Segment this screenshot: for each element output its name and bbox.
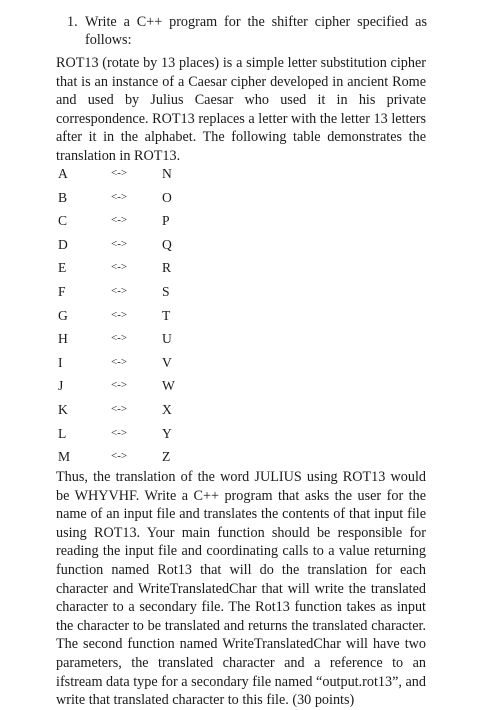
mapping-arrow: <->	[111, 261, 128, 274]
cipher-letter: W	[162, 378, 175, 394]
mapping-arrow: <->	[111, 190, 128, 203]
cipher-letter: T	[162, 307, 171, 323]
cipher-letter: S	[162, 284, 170, 299]
table-row	[56, 213, 196, 231]
cipher-letter: V	[162, 354, 172, 370]
table-row	[56, 355, 196, 373]
cipher-letter: Y	[162, 425, 172, 441]
question-title: Write a C++ program for the shifter cipher specified as follows:	[85, 14, 427, 48]
mapping-arrow: <->	[111, 450, 128, 463]
table-row	[56, 378, 196, 396]
table-row	[56, 284, 196, 302]
plain-letter: G	[58, 307, 68, 323]
table-row	[56, 426, 196, 444]
plain-letter: J	[58, 378, 64, 394]
mapping-arrow: <->	[111, 237, 128, 250]
table-row	[56, 449, 196, 467]
cipher-letter: U	[162, 331, 172, 347]
plain-letter: F	[58, 284, 66, 299]
plain-letter: M	[58, 449, 71, 465]
mapping-arrow: <->	[111, 214, 128, 227]
table-row	[56, 166, 196, 184]
plain-letter: K	[58, 402, 68, 417]
plain-letter: E	[58, 260, 67, 276]
table-row	[56, 331, 196, 349]
cipher-letter: O	[162, 189, 172, 205]
table-row	[56, 237, 196, 255]
question-heading	[67, 13, 427, 49]
plain-letter: A	[58, 166, 68, 181]
mapping-arrow: <->	[111, 355, 128, 368]
cipher-letter: X	[162, 402, 172, 417]
cipher-letter: Q	[162, 236, 172, 252]
mapping-arrow: <->	[111, 379, 128, 392]
cipher-letter: N	[162, 166, 172, 181]
intro-paragraph: ROT13 (rotate by 13 places) is a simple letter substitution cipher that is an instance of a Caesar cipher developed in ancient Rome and used by Julius Caesar who used it in his private correspondence. ROT13 replaces a letter with the letter 13 letters after it in the alphabet. The following table demonstrates the translation in ROT13.	[56, 55, 426, 164]
mapping-arrow: <->	[111, 167, 128, 179]
table-row	[56, 308, 196, 326]
table-row	[56, 402, 196, 420]
mapping-arrow: <->	[111, 426, 128, 439]
mapping-arrow: <->	[111, 332, 128, 345]
mapping-arrow: <->	[111, 308, 128, 321]
cipher-letter: Z	[162, 449, 171, 465]
table-row	[56, 260, 196, 278]
plain-letter: H	[58, 331, 68, 347]
plain-letter: I	[58, 354, 63, 370]
cipher-letter: P	[162, 213, 170, 229]
plain-letter: B	[58, 189, 68, 205]
instructions-paragraph: Thus, the translation of the word JULIUS using ROT13 would be WHYVHF. Write a C++ program that asks the user for the name of an input file and translates the contents of that input file using ROT13. Your main function should be responsible for reading the input file and coordinating calls to a value returning function named Rot13 that will do the translation for each character and WriteTranslatedChar that will write the translated character to a secondary file. The Rot13 function takes as input the character to be translated and returns the translated character. The second function named WriteTranslatedChar will have two parameters, the translated character and a reference to an ifstream data type for a secondary file named “output.rot13”, and write that translated character to this file. (30 points)	[56, 469, 426, 709]
plain-letter: D	[58, 236, 68, 252]
plain-letter: L	[58, 425, 67, 441]
question-number: 1.	[67, 14, 78, 30]
table-row	[56, 190, 196, 208]
cipher-letter: R	[162, 260, 172, 276]
plain-letter: C	[58, 213, 68, 229]
mapping-arrow: <->	[111, 403, 128, 415]
mapping-arrow: <->	[111, 285, 128, 297]
